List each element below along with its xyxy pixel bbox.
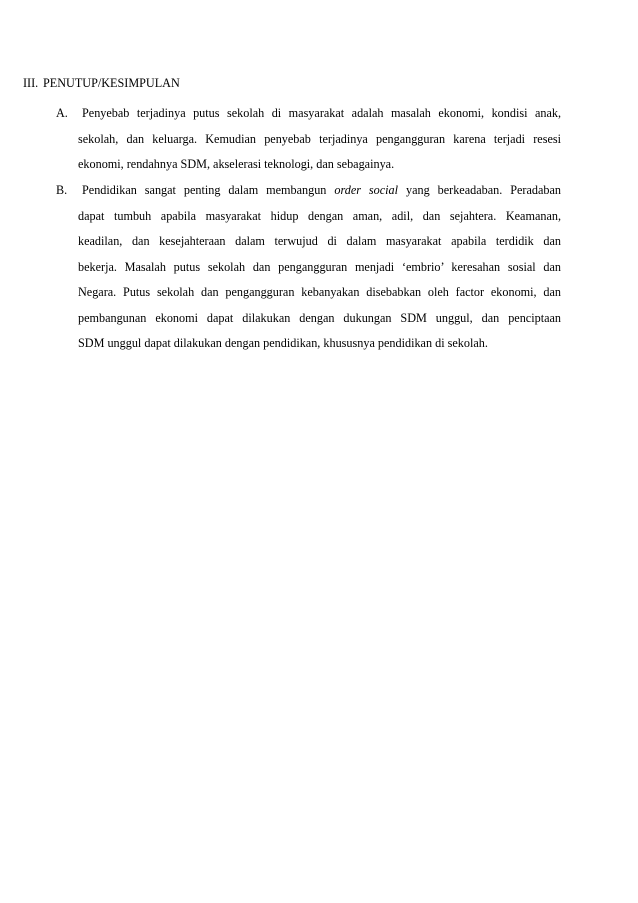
list-marker-b: B. — [56, 183, 68, 197]
paragraph-line: SDM unggul dapat dilakukan dengan pendidikan, khususnya pendidikan di sekolah. — [78, 336, 488, 350]
paragraph-line: pembangunan ekonomi dapat dilakukan dengan dukungan SDM unggul, dan penciptaan — [78, 310, 561, 325]
paragraph-line: Negara. Putus sekolah dan pengangguran kebanyakan disebabkan oleh factor ekonomi, dan — [78, 285, 561, 299]
list-item-b — [56, 178, 561, 357]
paragraph-line — [78, 178, 561, 204]
section-title: PENUTUP/KESIMPULAN — [43, 76, 180, 90]
paragraph-line: Penyebab terjadinya putus sekolah di masyarakat adalah masalah ekonomi, kondisi anak, — [82, 106, 561, 120]
paragraph-line: keadilan, dan kesejahteraan dalam terwujud di dalam masyarakat apabila terdidik dan — [78, 234, 561, 248]
text-run: Pendidikan sangat penting dalam membangun — [82, 183, 335, 197]
list-item-b-text — [78, 178, 561, 357]
list-item-a — [56, 101, 561, 178]
list-marker-a: A. — [56, 106, 68, 120]
paragraph-line: dapat tumbuh apabila masyarakat hidup dengan aman, adil, dan sejahtera. Keamanan, — [78, 208, 561, 223]
paragraph-line: sekolah, dan keluarga. Kemudian penyebab terjadinya pengangguran karena terjadi resesi — [78, 131, 561, 146]
section-number: III. — [23, 76, 39, 90]
paragraph-line: ekonomi, rendahnya SDM, akselerasi teknologi, dan sebagainya. — [78, 157, 395, 171]
text-run: yang berkeadaban. Peradaban — [398, 183, 561, 197]
list-item-a-text — [78, 101, 561, 178]
section-heading — [23, 76, 180, 91]
italic-term: order social — [334, 183, 399, 197]
paragraph-line: bekerja. Masalah putus sekolah dan pengangguran menjadi ‘embrio’ keresahan sosial dan — [78, 259, 561, 274]
